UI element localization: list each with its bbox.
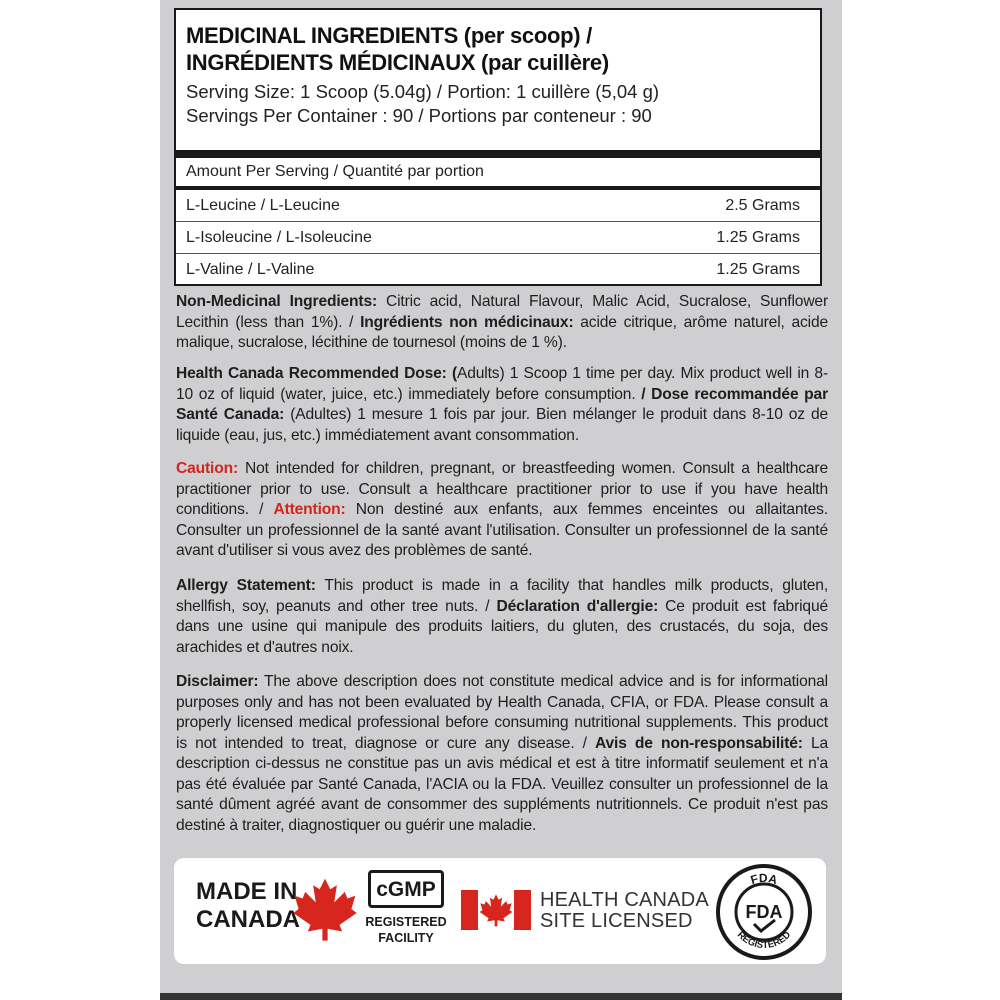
- canada-text: CANADA: [196, 906, 300, 933]
- ingredient-name: L-Valine / L-Valine: [186, 260, 315, 278]
- svg-text:REGISTERED: [735, 929, 793, 951]
- disclaimer-label-fr: Avis de non-responsabilité:: [595, 734, 803, 752]
- ingredient-amount: 1.25 Grams: [716, 228, 800, 246]
- non-medicinal-label-en: Non-Medicinal Ingredients:: [176, 293, 378, 310]
- allergy-label-fr: Déclaration d'allergie:: [496, 597, 659, 615]
- caution-label-fr: Attention:: [273, 501, 346, 518]
- caution-text-en: Not intended for children, pregnant, or breastfeeding women. Consult a healthcare practitioner prior to use. Consult a healthcare practitioner prior to use if you have health conditions. /: [176, 460, 828, 518]
- cgmp-badge: cGMP: [368, 870, 444, 908]
- cgmp-registered-text: REGISTERED: [365, 915, 447, 929]
- ingredient-row-valine: [176, 254, 820, 285]
- disclaimer: [176, 672, 828, 836]
- made-in-text: MADE IN: [196, 878, 298, 905]
- health-canada-line2: SITE LICENSED: [540, 910, 693, 932]
- fda-center-text: FDA: [745, 902, 783, 922]
- facts-header: [176, 10, 820, 150]
- allergy-text-fr: Ce produit est fabriqué dans une usine qui manipule des produits laitiers, du gluten, des crustacés, du soja, des arachides et d'autres noix.: [176, 597, 828, 656]
- thick-divider: [176, 150, 820, 158]
- facts-title-fr: INGRÉDIENTS MÉDICINAUX (par cuillère): [186, 50, 609, 75]
- health-canada-text: [540, 890, 709, 932]
- servings-per-container: Servings Per Container : 90 / Portions par conteneur : 90: [186, 105, 652, 126]
- caution-statement: [176, 459, 828, 562]
- ingredient-row-isoleucine: [176, 222, 820, 254]
- medicinal-ingredients-table: [174, 8, 822, 286]
- allergy-text-en: This product is made in a facility that handles milk products, gluten, shellfish, soy, peanuts and other tree nuts. /: [176, 577, 828, 615]
- ingredient-amount: 2.5 Grams: [725, 196, 800, 214]
- amount-per-serving-header: Amount Per Serving / Quantité par portion: [186, 163, 484, 180]
- ingredient-name: L-Isoleucine / L-Isoleucine: [186, 228, 372, 246]
- certification-logos: [174, 858, 826, 964]
- dose-label-fr: / Dose recommandée par Santé Canada:: [176, 385, 829, 423]
- made-in-canada-logo: [196, 878, 300, 934]
- svg-text:FDA: [749, 871, 779, 887]
- fda-registered-seal-icon: [714, 862, 814, 962]
- caution-label-en: Caution:: [176, 460, 239, 477]
- disclaimer-text-en: The above description does not constitute medical advice and is for informational purposes only and has not been evaluated by Health Canada, CFIA, or FDA. Please consult a properly licensed medical professional before consuming nutritional supplements. This product is not intended to treat, diagnose or cure any disease. /: [176, 673, 828, 752]
- non-medicinal-text-en: Citric acid, Natural Flavour, Malic Acid, Sucralose, Sunflower Lecithin (less than 1%). /: [176, 293, 829, 331]
- dose-text-en: Adults) 1 Scoop 1 time per day. Mix product well in 8-10 oz of liquid (water, juice, etc.) immediately before consumption.: [176, 365, 828, 403]
- canada-flag-icon: [461, 890, 531, 930]
- non-medicinal-label-fr: Ingrédients non médicinaux:: [360, 313, 574, 331]
- non-medicinal-text-fr: acide citrique, arôme naturel, acide malique, sucralose, lécithine de tournesol (moins de 1 %).: [176, 313, 829, 351]
- non-medicinal-ingredients: [176, 292, 828, 354]
- ingredient-list: [176, 190, 820, 285]
- maple-leaf-icon: [292, 876, 358, 942]
- allergy-label-en: Allergy Statement:: [176, 577, 316, 594]
- recommended-dose: [176, 364, 828, 446]
- fda-top-text: FDA: [748, 870, 779, 888]
- ingredient-name: L-Leucine / L-Leucine: [186, 196, 340, 214]
- serving-size: Serving Size: 1 Scoop (5.04g) / Portion: 1 cuillère (5,04 g): [186, 81, 660, 102]
- disclaimer-text-fr: La description ci-dessus ne constitue pas un avis médical et est à titre informatif seulement et n'a pas été évaluée par Santé Canada, l'ACIA ou la FDA. Veuillez consulter un professionnel de la santé dûment agréé avant de consommer des suppléments nutritionnels. Ce produit n'est pas destiné à traiter, diagnostiquer ou guérir une maladie.: [176, 734, 828, 834]
- ingredient-amount: 1.25 Grams: [716, 260, 800, 278]
- ingredient-row-leucine: [176, 190, 820, 222]
- dose-label-en: Health Canada Recommended Dose: (: [176, 365, 457, 382]
- fda-bottom-text: REGISTERED: [734, 929, 794, 952]
- health-canada-line1: HEALTH CANADA: [540, 889, 709, 911]
- panel-bottom-edge: [160, 993, 842, 1000]
- disclaimer-label-en: Disclaimer:: [176, 673, 259, 690]
- caution-text-fr: Non destiné aux enfants, aux femmes enceintes ou allaitantes. Consulter un professionnel de la santé avant l'utilisation. Consulter un professionnel de la santé avant d'utiliser si vous avez des problèmes de santé.: [176, 501, 829, 559]
- facts-title-en: MEDICINAL INGREDIENTS (per scoop) /: [186, 23, 592, 48]
- dose-text-fr: (Adultes) 1 mesure 1 fois par jour. Bien mélanger le produit dans 8-10 oz de liquide (eau, jus, etc.) immédiatement avant consommation.: [176, 406, 828, 444]
- cgmp-facility-text: FACILITY: [378, 931, 434, 945]
- cgmp-caption: [358, 914, 454, 946]
- allergy-statement: [176, 576, 828, 658]
